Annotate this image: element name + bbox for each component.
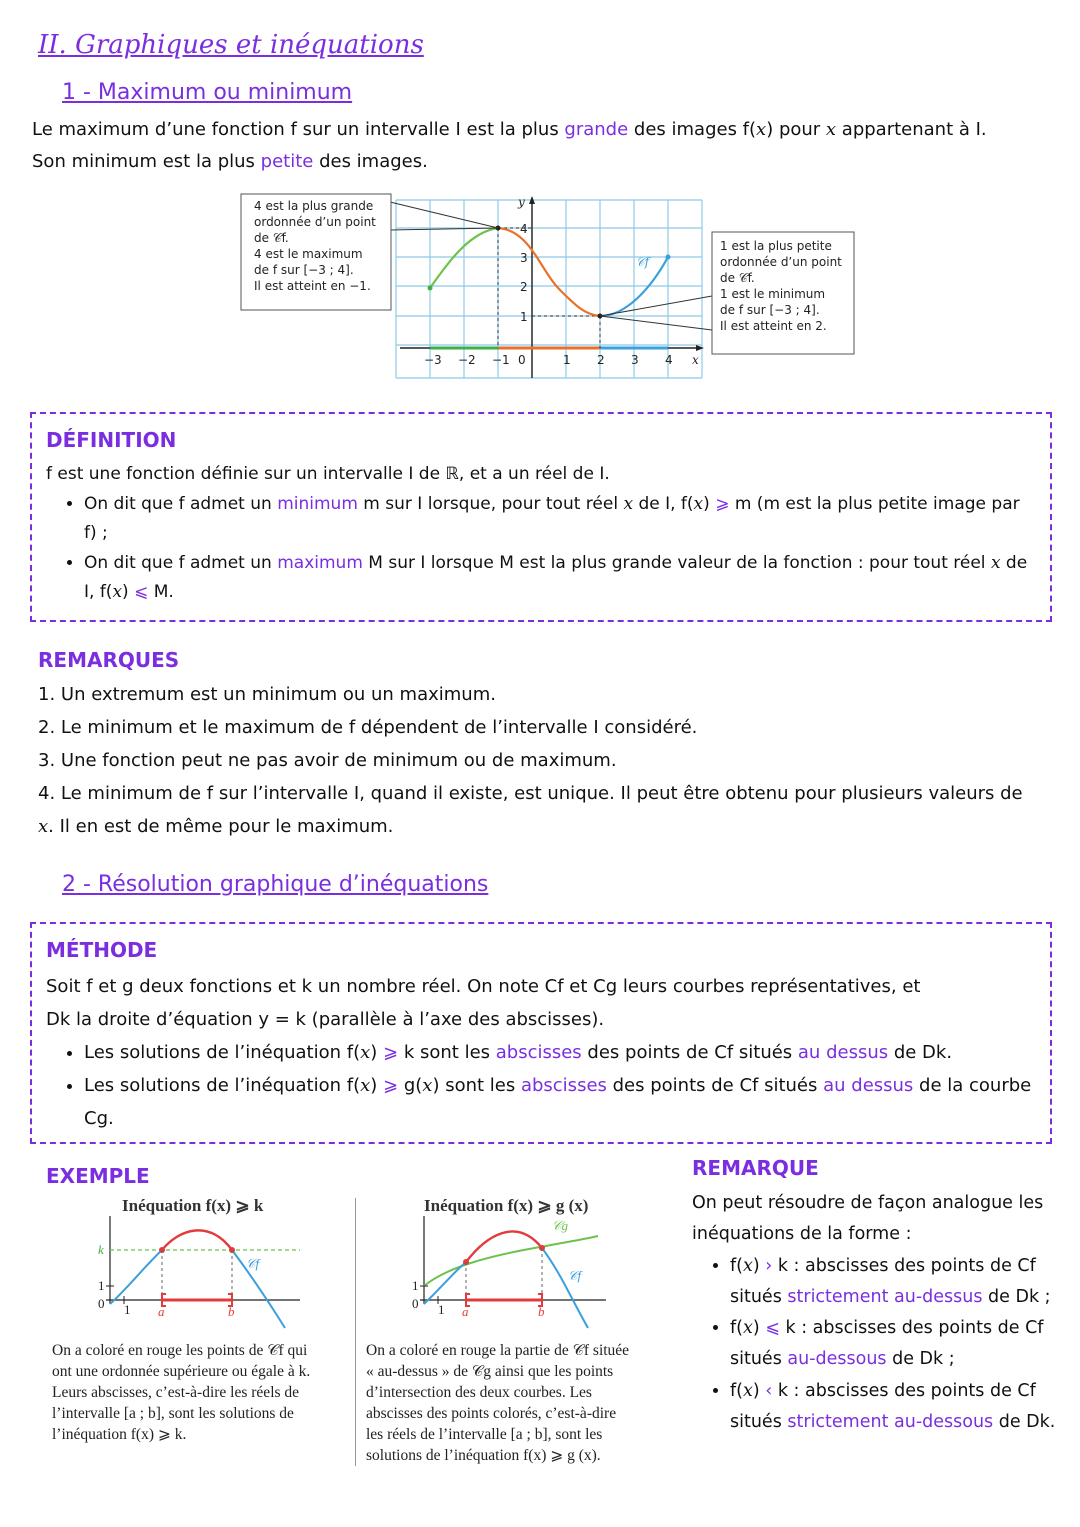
graph1-b-label: b <box>228 1304 235 1319</box>
x-tick: 2 <box>597 353 605 367</box>
callout-max-line-1 <box>390 202 498 228</box>
callout-right-text: 1 est la plus petite ordonnée d’un point de 𝒞f. 1 est le minimum de f sur [−3 ; 4]. Il est atteint en 2. <box>720 239 842 333</box>
example-graph-1 <box>50 1192 350 1332</box>
graph1-zero-label: 0 <box>98 1296 105 1311</box>
y-tick: 2 <box>520 280 528 294</box>
definition-box <box>30 412 1052 622</box>
y-tick: 4 <box>520 222 528 236</box>
methode-body: Soit f et g deux fonctions et k un nombre réel. On note Cf et Cg leurs courbes représentatives, et Dk la droite d’équation y = k (parallèle à l’axe des abscisses). • Les solutions de l’inéquation f(x) ⩾ k sont les abscisses des points de Cf situés au dessus de Dk. • Les solutions de l’inéquation f(x) ⩾ g(x) sont les abscisses des points de Cf situés au dessus de la courbe Cg. <box>46 970 1036 1135</box>
curve-orange <box>498 228 600 316</box>
graph1-curve-red <box>162 1230 232 1250</box>
graph1-curve-left <box>110 1250 162 1304</box>
x-tick: 4 <box>665 353 673 367</box>
methode-box <box>30 922 1052 1144</box>
curve-start-point <box>428 286 433 291</box>
methode-bullet-1: • Les solutions de l’inéquation f(x) ⩾ k sont les abscisses des points de Cf situés au dessus de Dk. <box>84 1036 1036 1069</box>
definition-bullet-maximum: • On dit que f admet un maximum M sur I lorsque M est la plus grande valeur de la fonction : pour tout réel x de I, f(x) ⩽ M. <box>84 549 1036 608</box>
y-axis-label: y <box>518 195 525 209</box>
graph1-a-label: a <box>158 1304 165 1319</box>
x-tick: 0 <box>518 353 526 367</box>
graph2-curve-left <box>424 1262 466 1304</box>
y-tick: 3 <box>520 251 528 265</box>
x-axis-label: x <box>692 353 699 367</box>
graph2-one-label: 1 <box>412 1278 419 1293</box>
definition-bullet-minimum: • On dit que f admet un minimum m sur I lorsque, pour tout réel x de I, f(x) ⩾ m (m est la plus petite image par f) ; <box>84 490 1036 549</box>
graph2-caption: On a coloré en rouge la partie de 𝒞f située « au-dessus » de 𝒞g ainsi que les points d’intersection des deux courbes. Les abscisses des points colorés, c’est-à-dire les réels de l’intervalle [a ; b], sont les solutions de l’inéquation f(x) ⩾ g (x). <box>366 1342 630 1464</box>
curve-label: 𝒞f <box>636 255 650 269</box>
graph1-caption: On a coloré en rouge les points de 𝒞f qui ont une ordonnée supérieure ou égale à k. Leurs abscisses, c’est-à-dire les réels de l’intervalle [a ; b], sont les solutions de l’inéquation f(x) ⩾ k. <box>52 1342 311 1443</box>
remarque-body: On peut résoudre de façon analogue les inéquations de la forme : • f(x) › k : abscisses des points de Cf situés strictement au-dessus de Dk ; • f(x) ⩽ k : abscisses des points de Cf situés au-dessous de Dk ; • f(x) ‹ k : abscisses des points de Cf situés strictement au-dessous de Dk. <box>692 1188 1062 1438</box>
subsection-title-1: 1 - Maximum ou minimum <box>62 80 353 105</box>
graph2-curve-right <box>542 1248 588 1328</box>
curve-end-point <box>666 255 671 260</box>
x-tick: 3 <box>631 353 639 367</box>
x-tick: 1 <box>563 353 571 367</box>
x-tick: −2 <box>458 353 476 367</box>
graph1-one-x-label: 1 <box>124 1302 131 1317</box>
remarques-title: REMARQUES <box>38 648 180 672</box>
remarque-item-3: • f(x) ‹ k : abscisses des points de Cf situés strictement au-dessous de Dk. <box>730 1376 1062 1439</box>
extremum-figure <box>240 190 860 382</box>
graph2-curve-red <box>466 1232 542 1262</box>
methode-title: MÉTHODE <box>46 938 158 962</box>
grid <box>396 200 702 378</box>
graph1-one-label: 1 <box>98 1278 105 1293</box>
remarque-title: REMARQUE <box>692 1156 819 1180</box>
y-tick: 1 <box>520 310 528 324</box>
graph1-k-label: k <box>98 1242 104 1257</box>
graph2-a-label: a <box>462 1304 469 1319</box>
callout-left-text: 4 est la plus grande ordonnée d’un point de 𝒞f. 4 est le maximum de f sur [−3 ; 4]. Il est atteint en −1. <box>254 199 376 293</box>
graph1-title: Inéquation f(x) ⩾ k <box>122 1196 264 1215</box>
remarque-item-2: • f(x) ⩽ k : abscisses des points de Cf situés au-dessous de Dk ; <box>730 1313 1062 1376</box>
remarque-item-1: • f(x) › k : abscisses des points de Cf situés strictement au-dessus de Dk ; <box>730 1251 1062 1314</box>
graph1-svg <box>50 1216 350 1332</box>
x-axis-arrow <box>696 345 704 351</box>
example-divider <box>355 1198 356 1466</box>
graph2-cg-label: 𝒞g <box>552 1218 568 1233</box>
definition-title: DÉFINITION <box>46 428 177 452</box>
x-tick: −1 <box>492 353 510 367</box>
graph2-zero-label: 0 <box>412 1296 419 1311</box>
remarques-list: 1. Un extremum est un minimum ou un maximum. 2. Le minimum et le maximum de f dépendent de l’intervalle I considéré. 3. Une fonction peut ne pas avoir de minimum ou de maximum. 4. Le minimum de f sur l’intervalle I, quand il existe, est unique. Il peut être obtenu pour plusieurs valeurs de x. Il en est de même pour le maximum. <box>38 684 1023 837</box>
graph2-b-label: b <box>538 1304 545 1319</box>
subsection-title-2: 2 - Résolution graphique d’inéquations <box>62 872 489 897</box>
x-tick: −3 <box>424 353 442 367</box>
methode-bullet-2: • Les solutions de l’inéquation f(x) ⩾ g(x) sont les abscisses des points de Cf situés au dessus de la courbe Cg. <box>84 1069 1036 1135</box>
example-graph-2 <box>366 1192 666 1332</box>
graph2-one-x-label: 1 <box>438 1302 445 1317</box>
intro-paragraph: Le maximum d’une fonction f sur un intervalle I est la plus grande des images f(x) pour x appartenant à I. Son minimum est la plus petite des images. <box>32 119 987 172</box>
graph2-cf-label: 𝒞f <box>568 1268 582 1283</box>
section-title: II. Graphiques et inéquations <box>38 30 424 60</box>
callout-min-line-1 <box>600 296 712 316</box>
graph1-cf-label: 𝒞f <box>246 1256 260 1271</box>
callout-min-line-2 <box>600 316 712 330</box>
graph2-svg <box>366 1216 666 1332</box>
definition-body: f est une fonction définie sur un intervalle I de ℝ, et a un réel de I. • On dit que f admet un minimum m sur I lorsque, pour tout réel x de I, f(x) ⩾ m (m est la plus petite image par f) ; • On dit que f admet un maximum M sur I lorsque M est la plus grande valeur de la fonction : pour tout réel x de I, f(x) ⩽ M. <box>46 460 1036 608</box>
graph2-title: Inéquation f(x) ⩾ g (x) <box>424 1196 589 1215</box>
exemple-title: EXEMPLE <box>46 1164 150 1188</box>
